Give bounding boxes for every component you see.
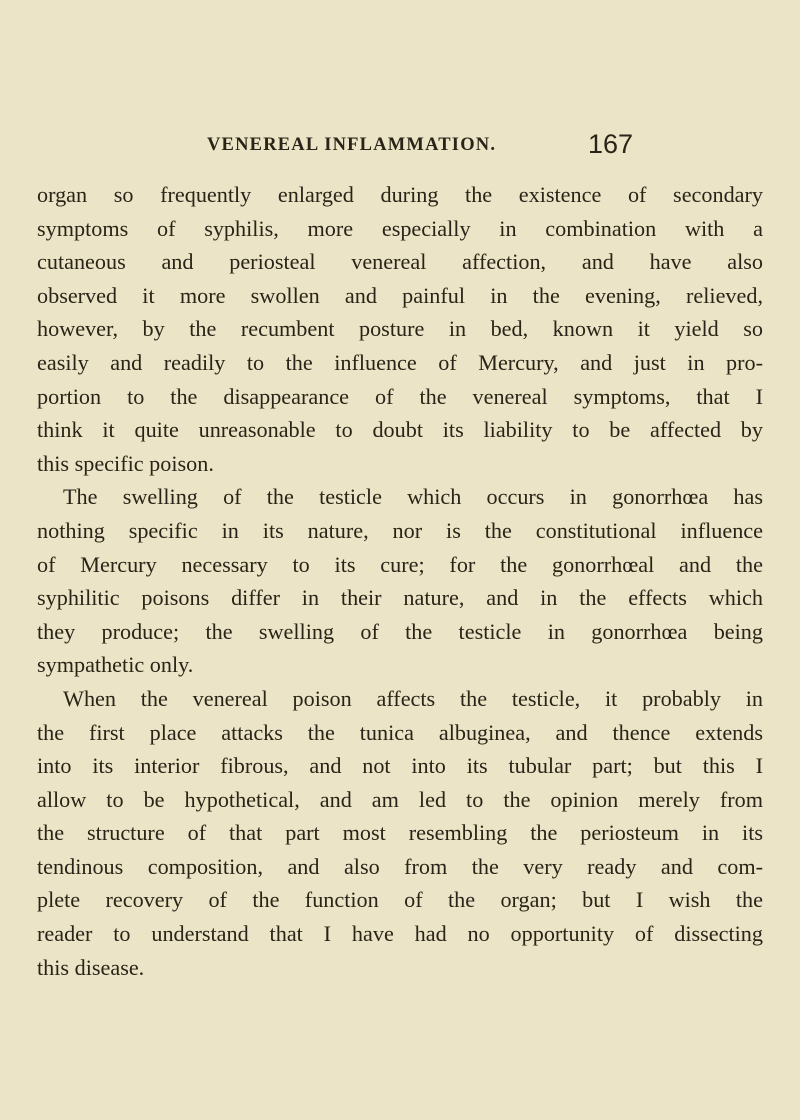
page-number: 167 — [588, 129, 634, 159]
body-text — [37, 178, 763, 984]
text-line: plete recovery of the function of the organ; but I wish the — [37, 887, 763, 913]
text-line: the first place attacks the tunica albuginea, and thence extends — [37, 719, 763, 745]
text-line: this specific poison. — [37, 450, 214, 476]
text-line: symptoms of syphilis, more especially in combination with a — [37, 215, 763, 241]
running-title: VENEREAL INFLAMMATION. — [207, 135, 497, 155]
text-line: of Mercury necessary to its cure; for the gonorrhœal and the — [37, 551, 763, 577]
text-line: however, by the recumbent posture in bed, known it yield so — [37, 316, 763, 342]
text-line: tendinous composition, and also from the very ready and com- — [37, 853, 763, 879]
text-line: When the venereal poison affects the testicle, it probably in — [63, 685, 763, 711]
text-line: The swelling of the testicle which occurs in gonorrhœa has — [63, 484, 763, 510]
text-line: sympathetic only. — [37, 652, 194, 678]
text-line: the structure of that part most resembling the periosteum in its — [37, 820, 763, 846]
text-line: reader to understand that I have had no opportunity of dissecting — [37, 921, 763, 947]
running-head — [0, 129, 800, 165]
text-line: syphilitic poisons differ in their nature, and in the effects which — [37, 585, 763, 611]
text-line: organ so frequently enlarged during the existence of secondary — [37, 182, 763, 207]
text-line: cutaneous and periosteal venereal affection, and have also — [37, 249, 763, 275]
text-line: nothing specific in its nature, nor is the constitutional influence — [37, 517, 763, 543]
text-line: allow to be hypothetical, and am led to the opinion merely from — [37, 786, 763, 812]
text-line: this disease. — [37, 954, 145, 980]
text-line: into its interior fibrous, and not into its tubular part; but this I — [37, 753, 763, 779]
text-line: easily and readily to the influence of Mercury, and just in pro- — [37, 349, 763, 375]
text-line: observed it more swollen and painful in the evening, relieved, — [37, 282, 763, 308]
text-line: think it quite unreasonable to doubt its liability to be affected by — [37, 417, 763, 443]
text-line: portion to the disappearance of the venereal symptoms, that I — [37, 383, 763, 409]
text-line: they produce; the swelling of the testicle in gonorrhœa being — [37, 618, 763, 644]
